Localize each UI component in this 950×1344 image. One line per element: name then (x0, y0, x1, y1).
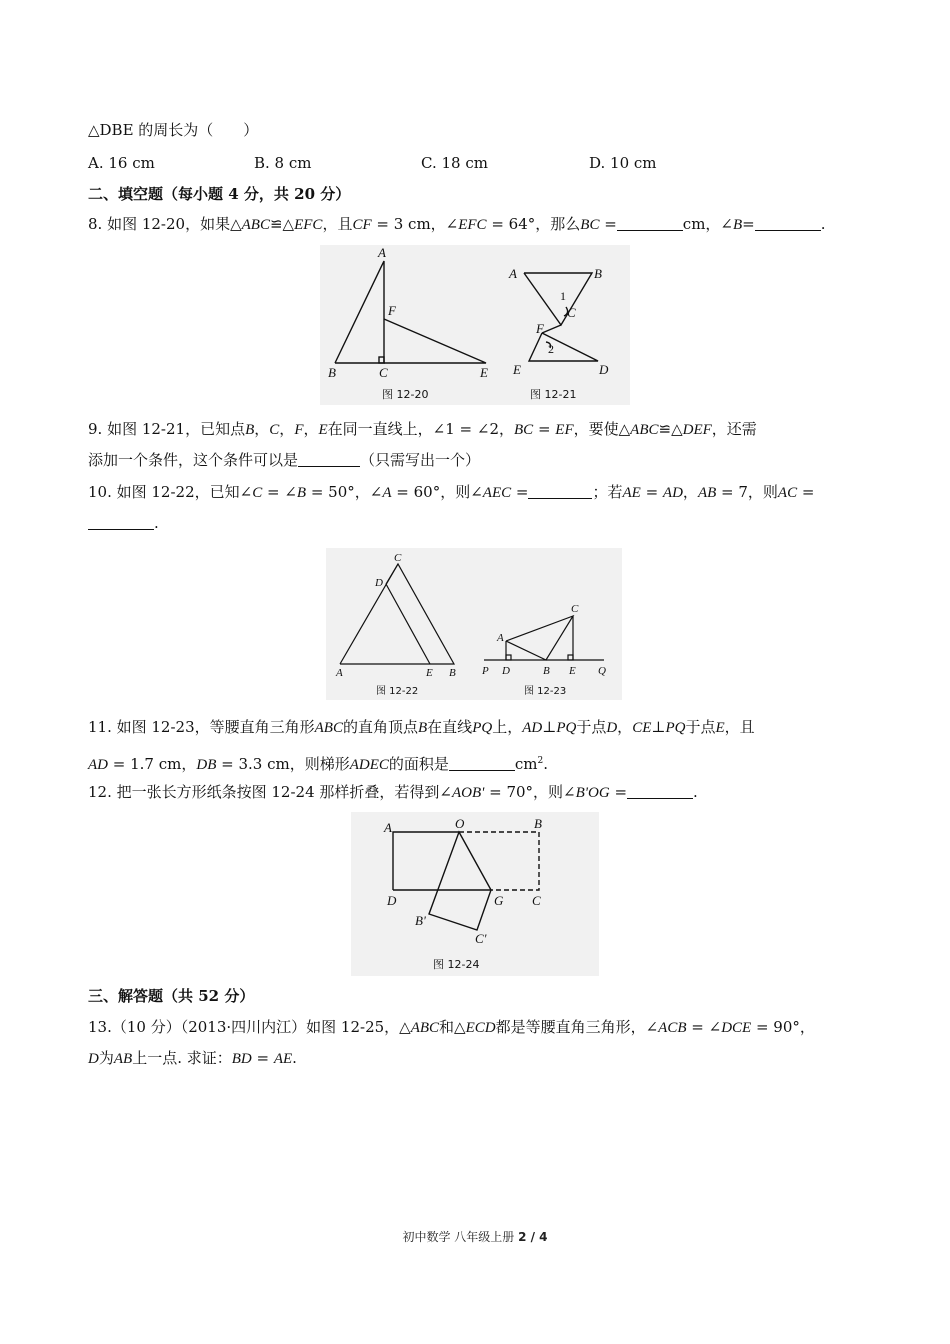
label-c: C (379, 365, 388, 380)
answer-blank (298, 451, 360, 467)
figure-12-20-21 (320, 245, 630, 405)
label-g: G (494, 893, 504, 908)
label-e: E (426, 667, 433, 679)
label-a: A (384, 820, 392, 835)
label-a: A (509, 266, 517, 281)
label-a: A (497, 632, 504, 644)
page-footer: 初中数学 八年级上册 2 / 4 (402, 1230, 548, 1244)
q7-option-d: D. 10 cm (589, 154, 657, 172)
label-c: C (567, 305, 576, 320)
question-10-line-1: 10. 如图 12-22，已知∠C = ∠B = 50°，∠A = 60°，则∠AEC = ；若AE = AD，AB = 7，则AC = (88, 483, 815, 501)
label-q: Q (598, 665, 606, 677)
question-11-line-2: AD = 1.7 cm，DB = 3.3 cm，则梯形ADEC的面积是 $cm^2$. (88, 755, 549, 773)
label-e: E (569, 665, 576, 677)
label-b: B (449, 667, 456, 679)
section3-heading: 三、解答题（共 52 分） (88, 987, 255, 1005)
figure-caption: 图 12-22 (376, 686, 419, 697)
figure-caption: 图 12-21 (530, 388, 577, 401)
question-13-line-1: 13.（10 分）（2013·四川内江）如图 12-25，△ABC和△ECD都是等腰直角三角形，∠ACB = ∠DCE = 90°， (88, 1018, 815, 1036)
q7-stem: △DBE 的周长为（ ） (88, 121, 259, 139)
figure-12-24 (351, 812, 599, 976)
label-e: E (480, 365, 488, 380)
question-12: 12. 把一张长方形纸条按图 12-24 那样折叠，若得到∠AOB' = 70°，则∠B'OG = . (88, 783, 698, 801)
q7-option-c: C. 18 cm (421, 154, 488, 172)
figure-12-22-23 (326, 548, 622, 700)
label-f: F (536, 321, 544, 336)
angle-label-2: 2 (548, 342, 554, 356)
label-d: D (387, 893, 397, 908)
question-8: 8. 如图 12-20，如果△ABC≌△EFC，且CF = 3 cm，∠EFC = 64°，那么BC = cm，∠B= . (88, 215, 826, 233)
label-b: B (594, 266, 602, 281)
label-d: D (599, 362, 609, 377)
label-b: B (534, 816, 542, 831)
q7-option-a: A. 16 cm (88, 154, 155, 172)
question-9-line-2: 添加一个条件，这个条件可以是 （只需写出一个） (88, 451, 481, 469)
label-f: F (388, 303, 396, 318)
label-p: P (482, 665, 489, 677)
label-e: E (513, 362, 521, 377)
answer-blank (627, 783, 693, 799)
answer-blank (528, 483, 592, 499)
question-10-line-2: . (88, 512, 159, 534)
q7-option-b: B. 8 cm (254, 154, 312, 172)
label-d: D (502, 665, 510, 677)
question-11-line-1: 11. 如图 12-23，等腰直角三角形ABC的直角顶点B在直线PQ上，AD⊥PQ于点D，CE⊥PQ于点E，且 (88, 718, 755, 736)
figure-caption: 图 12-20 (382, 388, 429, 401)
answer-blank (449, 755, 515, 771)
figure-caption: 图 12-23 (524, 686, 567, 697)
question-9-line-1: 9. 如图 12-21，已知点B，C，F，E在同一直线上，∠1 = ∠2，BC = EF，要使△ABC≌△DEF，还需 (88, 420, 757, 438)
label-c: C (394, 552, 402, 564)
label-d: D (375, 577, 383, 589)
page-number: 2 / 4 (518, 1230, 548, 1244)
angle-label-1: 1 (560, 289, 566, 303)
label-a: A (378, 245, 386, 260)
label-c: C (532, 893, 541, 908)
label-b: B (328, 365, 336, 380)
label-b-prime: B' (415, 913, 426, 928)
label-b: B (543, 665, 550, 677)
answer-blank (88, 514, 154, 530)
section2-heading: 二、填空题（每小题 4 分，共 20 分） (88, 185, 351, 203)
label-a: A (336, 667, 343, 679)
answer-blank (617, 215, 683, 231)
answer-blank (755, 215, 821, 231)
figure-caption: 图 12-24 (433, 958, 480, 971)
label-c: C (571, 603, 579, 615)
label-o: O (455, 816, 465, 831)
label-c-prime: C' (475, 931, 487, 946)
question-13-line-2: D为AB上一点. 求证：BD = AE. (88, 1049, 297, 1067)
